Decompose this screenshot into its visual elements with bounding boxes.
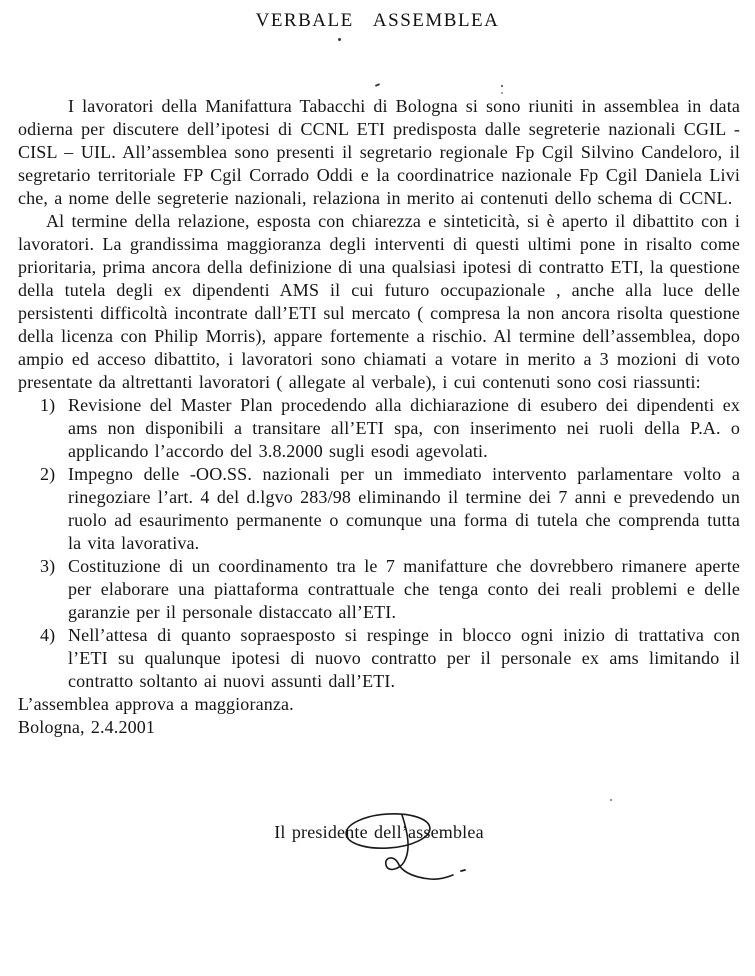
scan-speck (501, 92, 503, 94)
list-item-text: Impegno delle -OO.SS. nazionali per un immediato intervento parlamentare volto a rinegoziare l’art. 4 del d.lgvo 283/98 eliminando il termine dei 7 anni e prevedendo un ruolo ad esaurimento permanente o comunque una forma di tutela che comprenda tutta la vita lavorativa. (68, 464, 740, 553)
list-item-number: 3) (40, 556, 56, 576)
list-item (18, 394, 740, 463)
list-item (18, 555, 740, 624)
document-body (0, 95, 755, 844)
list-item-number: 2) (40, 464, 56, 484)
scan-speck (338, 38, 341, 41)
list-item-number: 1) (40, 395, 56, 415)
signature-scribble (328, 805, 478, 900)
list-item-text: Costituzione di un coordinamento tra le 7 manifatture che dovrebbero rimanere aperte per elaborare una piattaforma contrattuale che tenga conto dei reali problemi e delle garanzie per il personale distaccato all’ETI. (68, 556, 740, 622)
signature-caption: Il presidente dell’assemblea (274, 822, 484, 842)
scan-speck (501, 85, 503, 87)
list-item (18, 463, 740, 555)
list-item-number: 4) (40, 625, 56, 645)
scan-speck (375, 83, 380, 87)
paragraph: I lavoratori della Manifattura Tabacchi di Bologna si sono riuniti in assemblea in data odierna per discutere dell’ipotesi di CCNL ETI predisposta dalle segreterie nazionali CGIL - CISL – UIL. All’assemblea sono presenti il segretario regionale Fp Cgil Silvino Candeloro, il segretario territoriale FP Cgil Corrado Oddi e la coordinatrice nazionale Fp Cgil Daniela Livi che, a nome delle segreterie nazionali, relaziona in merito ai contenuti dello schema di CCNL. (18, 96, 740, 208)
closing-line-date: Bologna, 2.4.2001 (18, 717, 156, 737)
scan-speck (610, 799, 612, 801)
list-item (18, 624, 740, 693)
signature-block (18, 821, 740, 844)
list-item-text: Nell’attesa di quanto sopraesposto si respinge in blocco ogni inizio di trattativa con l’ETI su qualunque ipotesi di nuovo contratto per il personale ex ams limitando il contratto soltanto ai nuovi assunti dall’ETI. (68, 625, 740, 691)
document-title: VERBALE ASSEMBLEA (255, 10, 500, 31)
numbered-list (18, 394, 740, 693)
list-item-text: Revisione del Master Plan procedendo alla dichiarazione di esubero dei dipendenti ex ams non disponibili a transitare all’ETI spa, con inserimento nei ruoli della P.A. o applicando l’accordo del 3.8.2000 sugli esodi agevolati. (68, 395, 740, 461)
paragraph: Al termine della relazione, esposta con chiarezza e sinteticità, si è aperto il dibattito con i lavoratori. La grandissima maggioranza degli interventi di questi ultimi pone in risalto come prioritaria, prima ancora della definizione di una qualsiasi ipotesi di contratto ETI, la questione della tutela degli ex dipendenti AMS il cui futuro occupazionale , anche alla luce delle persistenti difficoltà incontrate dall’ETI sul mercato ( compresa la non ancora risolta questione della licenza con Philip Morris), appare fortemente a rischio. Al termine dell’assemblea, dopo ampio ed acceso dibattito, i lavoratori sono chiamati a votare in merito a 3 mozioni di voto presentate da altrettanti lavoratori ( allegate al verbale), i cui contenuti sono cosi riassunti: (18, 211, 740, 392)
closing-line-approval: L’assemblea approva a maggioranza. (18, 694, 294, 714)
